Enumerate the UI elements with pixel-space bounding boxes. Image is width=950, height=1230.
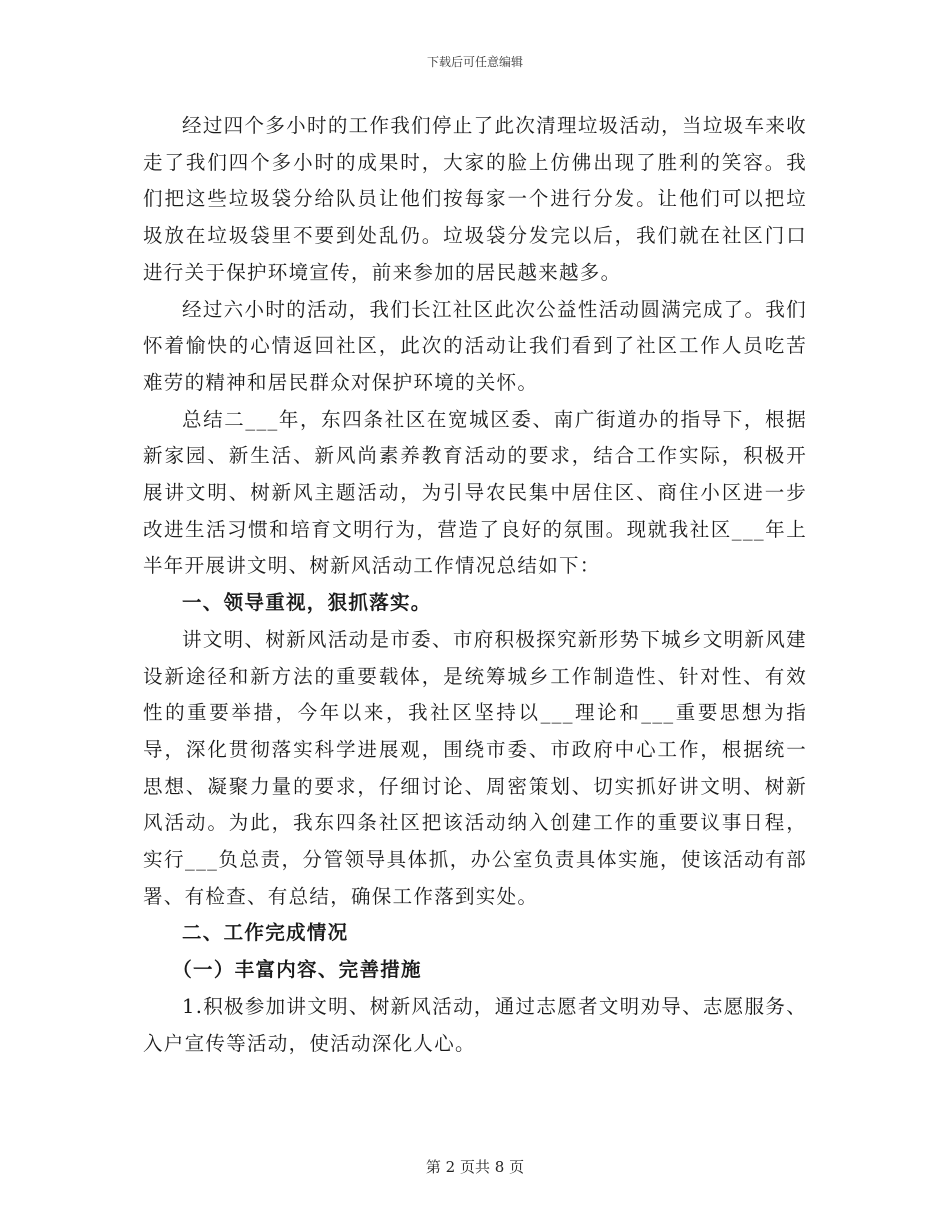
header-note: 下载后可任意编辑 — [426, 55, 523, 69]
heading-enrich-content: （一）丰富内容、完善措施 — [172, 958, 422, 982]
paragraph-item-1: 1.积极参加讲文明、树新风活动，通过志愿者文明劝导、志愿服务、入户宣传等活动，使活动深化人心。 — [143, 994, 807, 1055]
document-body — [143, 108, 807, 1062]
paragraph-cleanup-finish: 经过四个多小时的工作我们停止了此次清理垃圾活动，当垃圾车来收走了我们四个多小时的成果时，大家的脸上仿佛出现了胜利的笑容。我们把这些垃圾袋分给队员让他们按每家一个进行分发。让他们可以把垃圾放在垃圾袋里不要到处乱仍。垃圾袋分发完以后，我们就在社区门口进行关于保护环境宣传，前来参加的居民越来越多。 — [143, 114, 807, 284]
paragraph-activity-complete: 经过六小时的活动，我们长江社区此次公益性活动圆满完成了。我们怀着愉快的心情返回社区，此次的活动让我们看到了社区工作人员吃苦难劳的精神和居民群众对保护环境的关怀。 — [143, 297, 807, 394]
heading-leadership: 一、领导重视，狠抓落实。 — [182, 591, 432, 615]
page-footer: 第 2 页共 8 页 — [425, 1158, 525, 1176]
paragraph-leadership-body: 讲文明、树新风活动是市委、市府积极探究新形势下城乡文明新风建设新途径和新方法的重要载体，是统筹城乡工作制造性、针对性、有效性的重要举措，今年以来，我社区坚持以___理论和___重要思想为指导，深化贯彻落实科学进展观，围绕市委、市政府中心工作，根据统一思想、凝聚力量的要求，仔细讨论、周密策划、切实抓好讲文明、树新风活动。为此，我东四条社区把该活动纳入创建工作的重要议事日程，实行___负总责，分管领导具体抓，办公室负责具体实施，使该活动有部署、有检查、有总结，确保工作落到实处。 — [143, 627, 807, 908]
paragraph-summary-intro: 总结二___年，东四条社区在宽城区委、南广街道办的指导下，根据新家园、新生活、新风尚素养教育活动的要求，结合工作实际，积极开展讲文明、树新风主题活动，为引导农民集中居住区、商住小区进一步改进生活习惯和培育文明行为，营造了良好的氛围。现就我社区___年上半年开展讲文明、树新风活动工作情况总结如下： — [143, 407, 807, 578]
heading-work-completion: 二、工作完成情况 — [182, 921, 349, 945]
